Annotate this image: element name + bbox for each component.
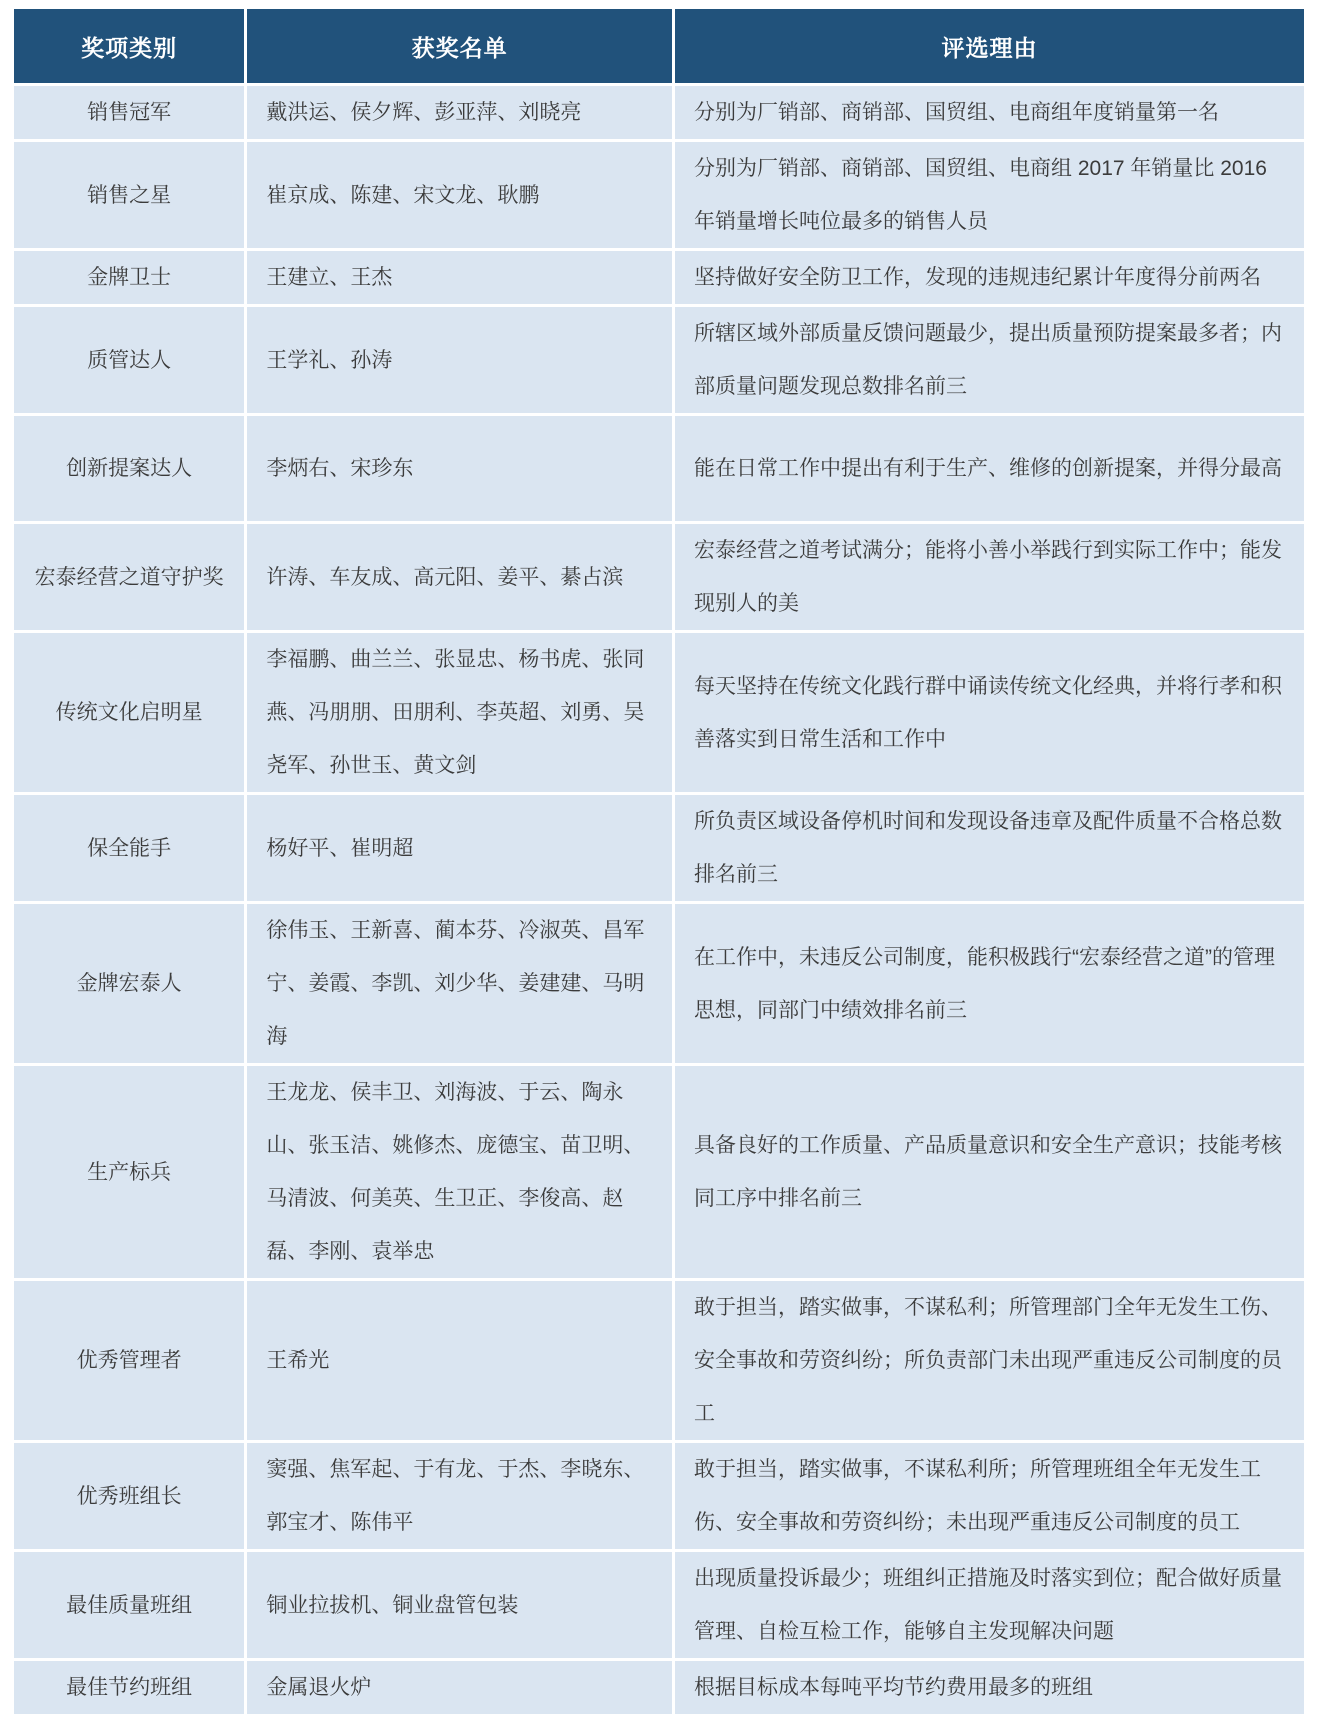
winners-cell: 杨好平、崔明超 xyxy=(247,795,672,901)
award-category-cell: 宏泰经营之道守护奖 xyxy=(14,524,244,630)
award-category-cell: 质管达人 xyxy=(14,307,244,413)
reason-cell: 分别为厂销部、商销部、国贸组、电商组 2017 年销量比 2016 年销量增长吨位最多的销售人员 xyxy=(675,142,1304,248)
table-row xyxy=(14,904,1304,1063)
winners-cell: 窦强、焦军起、于有龙、于杰、李晓东、郭宝才、陈伟平 xyxy=(247,1443,672,1549)
winners-cell: 王希光 xyxy=(247,1281,672,1440)
reason-cell: 具备良好的工作质量、产品质量意识和安全生产意识；技能考核同工序中排名前三 xyxy=(675,1066,1304,1278)
table-row xyxy=(14,1661,1304,1714)
award-category-cell: 传统文化启明星 xyxy=(14,633,244,792)
table-row xyxy=(14,307,1304,413)
reason-cell: 根据目标成本每吨平均节约费用最多的班组 xyxy=(675,1661,1304,1714)
reason-cell: 坚持做好安全防卫工作，发现的违规违纪累计年度得分前两名 xyxy=(675,251,1304,304)
winners-cell: 王建立、王杰 xyxy=(247,251,672,304)
award-category-cell: 生产标兵 xyxy=(14,1066,244,1278)
winners-cell: 戴洪运、侯夕辉、彭亚萍、刘晓亮 xyxy=(247,86,672,139)
table-row xyxy=(14,1281,1304,1440)
award-category-cell: 保全能手 xyxy=(14,795,244,901)
table-row xyxy=(14,251,1304,304)
award-category-cell: 金牌宏泰人 xyxy=(14,904,244,1063)
reason-cell: 出现质量投诉最少；班组纠正措施及时落实到位；配合做好质量管理、自检互检工作，能够自主发现解决问题 xyxy=(675,1552,1304,1658)
reason-cell: 宏泰经营之道考试满分；能将小善小举践行到实际工作中；能发现别人的美 xyxy=(675,524,1304,630)
reason-cell: 分别为厂销部、商销部、国贸组、电商组年度销量第一名 xyxy=(675,86,1304,139)
reason-cell: 敢于担当，踏实做事，不谋私利；所管理部门全年无发生工伤、安全事故和劳资纠纷；所负责部门未出现严重违反公司制度的员工 xyxy=(675,1281,1304,1440)
table-row xyxy=(14,633,1304,792)
table-row xyxy=(14,1066,1304,1278)
reason-cell: 所辖区域外部质量反馈问题最少，提出质量预防提案最多者；内部质量问题发现总数排名前三 xyxy=(675,307,1304,413)
award-category-cell: 金牌卫士 xyxy=(14,251,244,304)
reason-cell: 能在日常工作中提出有利于生产、维修的创新提案，并得分最高 xyxy=(675,416,1304,521)
winners-cell: 崔京成、陈建、宋文龙、耿鹏 xyxy=(247,142,672,248)
table-row xyxy=(14,416,1304,521)
table-row xyxy=(14,86,1304,139)
reason-cell: 每天坚持在传统文化践行群中诵读传统文化经典，并将行孝和积善落实到日常生活和工作中 xyxy=(675,633,1304,792)
table-row xyxy=(14,142,1304,248)
reason-cell: 敢于担当，踏实做事，不谋私利所；所管理班组全年无发生工伤、安全事故和劳资纠纷；未出现严重违反公司制度的员工 xyxy=(675,1443,1304,1549)
table-row xyxy=(14,1552,1304,1658)
award-category-cell: 优秀管理者 xyxy=(14,1281,244,1440)
header-row xyxy=(14,9,1304,83)
reason-cell: 在工作中，未违反公司制度，能积极践行“宏泰经营之道”的管理思想，同部门中绩效排名前三 xyxy=(675,904,1304,1063)
column-header-winner-list: 获奖名单 xyxy=(247,9,672,83)
table-row xyxy=(14,795,1304,901)
award-category-cell: 最佳节约班组 xyxy=(14,1661,244,1714)
winners-cell: 李炳右、宋珍东 xyxy=(247,416,672,521)
winners-cell: 金属退火炉 xyxy=(247,1661,672,1714)
award-category-cell: 销售之星 xyxy=(14,142,244,248)
award-category-cell: 创新提案达人 xyxy=(14,416,244,521)
award-category-cell: 优秀班组长 xyxy=(14,1443,244,1549)
column-header-selection-reason: 评选理由 xyxy=(675,9,1304,83)
award-category-cell: 销售冠军 xyxy=(14,86,244,139)
table-row xyxy=(14,524,1304,630)
winners-cell: 铜业拉拔机、铜业盘管包装 xyxy=(247,1552,672,1658)
winners-cell: 李福鹏、曲兰兰、张显忠、杨书虎、张同燕、冯朋朋、田朋利、李英超、刘勇、吴尧军、孙世玉、黄文剑 xyxy=(247,633,672,792)
winners-cell: 王学礼、孙涛 xyxy=(247,307,672,413)
winners-cell: 许涛、车友成、高元阳、姜平、綦占滨 xyxy=(247,524,672,630)
column-header-award-category: 奖项类别 xyxy=(14,9,244,83)
winners-cell: 王龙龙、侯丰卫、刘海波、于云、陶永山、张玉洁、姚修杰、庞德宝、苗卫明、马清波、何美英、生卫正、李俊高、赵磊、李刚、袁举忠 xyxy=(247,1066,672,1278)
reason-cell: 所负责区域设备停机时间和发现设备违章及配件质量不合格总数排名前三 xyxy=(675,795,1304,901)
table-row xyxy=(14,1443,1304,1549)
awards-table xyxy=(11,6,1307,1717)
winners-cell: 徐伟玉、王新喜、蔺本芬、冷淑英、昌军宁、姜霞、李凯、刘少华、姜建建、马明海 xyxy=(247,904,672,1063)
award-category-cell: 最佳质量班组 xyxy=(14,1552,244,1658)
